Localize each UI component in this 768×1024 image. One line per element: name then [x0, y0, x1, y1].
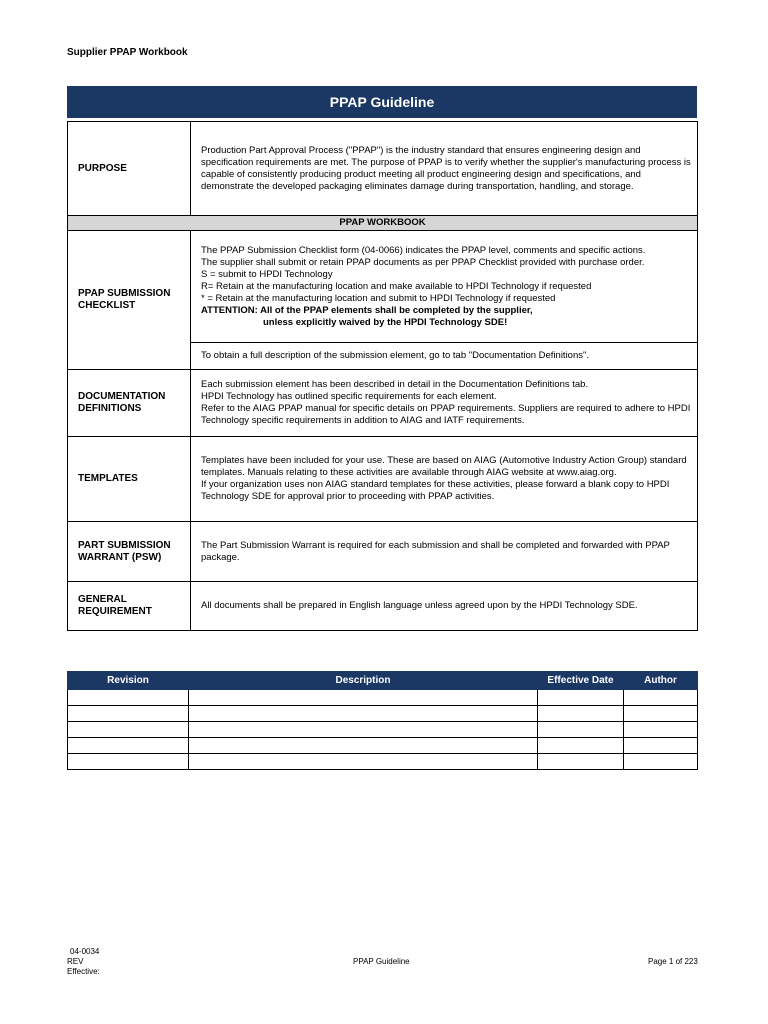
description-header: Description — [189, 672, 538, 690]
description-cell[interactable] — [189, 706, 538, 722]
revision-row — [68, 754, 698, 770]
author-cell[interactable] — [624, 738, 698, 754]
definitions-line: HPDI Technology has outlined specific requirements for each element. — [201, 391, 497, 402]
footer-doc-info — [67, 947, 100, 977]
page-title-banner: PPAP Guideline — [67, 86, 697, 118]
workbook-section-row — [68, 216, 698, 231]
definitions-text — [191, 370, 698, 437]
revision-row — [68, 738, 698, 754]
author-cell[interactable] — [624, 722, 698, 738]
guideline-table — [67, 121, 698, 631]
checklist-line: The PPAP Submission Checklist form (04-0066) indicates the PPAP level, comments and specific actions. — [201, 244, 646, 256]
author-header: Author — [624, 672, 698, 690]
revision-cell[interactable] — [68, 706, 189, 722]
revision-cell[interactable] — [68, 722, 189, 738]
attention-notice-continued: unless explicitly waived by the HPDI Technology SDE! — [263, 316, 508, 328]
checklist-line: The supplier shall submit or retain PPAP documents as per PPAP Checklist provided with purchase order. — [201, 256, 645, 268]
revision-cell[interactable] — [68, 738, 189, 754]
revision-cell[interactable] — [68, 690, 189, 706]
author-cell[interactable] — [624, 690, 698, 706]
definitions-line: Each submission element has been described in detail in the Documentation Definitions tab. — [201, 379, 589, 390]
effective-date-cell[interactable] — [538, 722, 624, 738]
general-text: All documents shall be prepared in English language unless agreed upon by the HPDI Technology SDE. — [191, 582, 698, 631]
templates-line: Templates have been included for your use. These are based on AIAG (Automotive Industry Action Group) standard templates. Manuals relating to these activities are available through AIAG website at www.aiag.org. — [201, 455, 687, 478]
effective-date-cell[interactable] — [538, 706, 624, 722]
description-cell[interactable] — [189, 738, 538, 754]
description-cell[interactable] — [189, 754, 538, 770]
revision-header-row — [68, 672, 698, 690]
revision-row — [68, 706, 698, 722]
psw-label: PART SUBMISSION WARRANT (PSW) — [68, 522, 191, 582]
purpose-label: PURPOSE — [68, 122, 191, 216]
psw-text: The Part Submission Warrant is required for each submission and shall be completed and forwarded with PPAP package. — [191, 522, 698, 582]
description-cell[interactable] — [189, 690, 538, 706]
footer-rev: REV — [67, 957, 84, 966]
revision-row — [68, 690, 698, 706]
general-label: GENERAL REQUIREMENT — [68, 582, 191, 631]
description-cell[interactable] — [189, 722, 538, 738]
footer-effective: Effective: — [67, 967, 100, 976]
author-cell[interactable] — [624, 754, 698, 770]
templates-line: If your organization uses non AIAG standard templates for these activities, please forward a blank copy to HPDI Technology SDE for approval prior to proceeding with PPAP activities. — [201, 479, 670, 502]
footer-center-title: PPAP Guideline — [353, 957, 410, 966]
definitions-label: DOCUMENTATION DEFINITIONS — [68, 370, 191, 437]
effective-date-cell[interactable] — [538, 690, 624, 706]
checklist-line: S = submit to HPDI Technology — [201, 268, 333, 280]
effective-date-header: Effective Date — [538, 672, 624, 690]
checklist-row — [68, 231, 698, 343]
purpose-text: Production Part Approval Process ("PPAP") is the industry standard that ensures engineering design and specification requirements are met. The purpose of PPAP is to verify whether the supplier's manufacturing process is capable of consistently producing product meeting all product engineering design and specifications, and demonstrate the developed packaging eliminates damage during transportation, handling, and storage. — [191, 122, 698, 216]
document-header-title: Supplier PPAP Workbook — [67, 47, 188, 58]
footer-doc-number: 04-0034 — [70, 947, 100, 956]
workbook-section-heading: PPAP WORKBOOK — [68, 216, 698, 231]
psw-row — [68, 522, 698, 582]
templates-label: TEMPLATES — [68, 437, 191, 522]
checklist-text — [191, 231, 698, 343]
general-row — [68, 582, 698, 631]
checklist-line: * = Retain at the manufacturing location and submit to HPDI Technology if requested — [201, 292, 556, 304]
attention-notice: ATTENTION: All of the PPAP elements shall be completed by the supplier, — [201, 304, 533, 316]
effective-date-cell[interactable] — [538, 754, 624, 770]
definitions-line: Refer to the AIAG PPAP manual for specific details on PPAP requirements. Suppliers are required to adhere to HPDI Technology specific requirements in addition to AIAG and IATF requirements. — [201, 403, 691, 426]
revision-table — [67, 671, 698, 770]
author-cell[interactable] — [624, 706, 698, 722]
purpose-row — [68, 122, 698, 216]
templates-row — [68, 437, 698, 522]
definitions-row — [68, 370, 698, 437]
footer-page-number: Page 1 of 223 — [648, 957, 698, 966]
checklist-label: PPAP SUBMISSION CHECKLIST — [68, 231, 191, 370]
checklist-line: R= Retain at the manufacturing location and make available to HPDI Technology if requested — [201, 280, 592, 292]
templates-text — [191, 437, 698, 522]
checklist-note: To obtain a full description of the submission element, go to tab "Documentation Definitions". — [191, 343, 698, 370]
revision-cell[interactable] — [68, 754, 189, 770]
effective-date-cell[interactable] — [538, 738, 624, 754]
revision-header: Revision — [68, 672, 189, 690]
revision-row — [68, 722, 698, 738]
